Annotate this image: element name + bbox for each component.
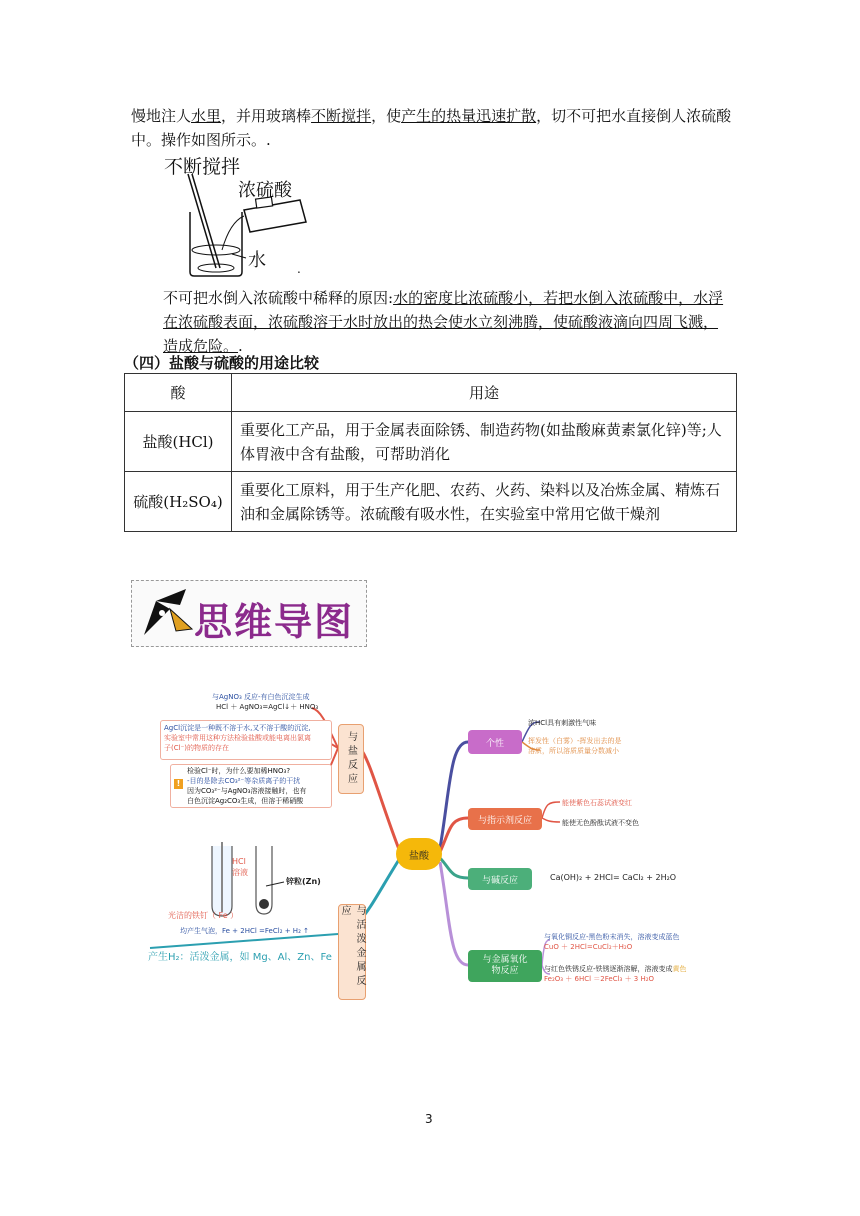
oxide-text-2b: Fe₂O₃ ＋ 6HCl ＝2FeCl₃ ＋ 3 H₂O xyxy=(544,975,655,983)
personality-text-2a: 挥发性（白雾）-挥发出去的是 xyxy=(528,737,622,745)
oxide-text-2a-main: 与红色铁锈反应-铁锈逐渐溶解，溶液变成 xyxy=(544,965,673,973)
reason-line-1 xyxy=(163,286,743,310)
table-header-row xyxy=(125,374,737,412)
tube-solution-label: 溶液 xyxy=(232,868,248,877)
page-number: 3 xyxy=(425,1112,433,1126)
reason-prefix: 不可把水倒入浓硫酸中稀释的原因: xyxy=(163,289,394,307)
agcl-line: 子(Cl⁻)的物质的存在 xyxy=(164,744,229,752)
mindmap xyxy=(130,680,730,1010)
reason-tail: . xyxy=(238,337,243,355)
oxide-text-1a: 与氧化铜反应-黑色粉末消失，溶液变成蓝色 xyxy=(544,933,680,941)
hno3-line: 检验Cl⁻时，为什么要加稀HNO₃? xyxy=(187,767,291,775)
agcl-line: AgCl沉淀是一种既不溶于水,又不溶于酸的沉淀, xyxy=(164,724,311,732)
reason-underline-1: 水的密度比浓硫酸小，若把水倒入浓硫酸中，水浮 xyxy=(393,289,724,307)
hno3-line: 因为CO₃²⁻与AgNO₃溶液接触时，也有 xyxy=(187,787,307,795)
tube-zinc-label: 锌粒(Zn) xyxy=(286,877,321,886)
header-use: 用途 xyxy=(232,374,737,412)
reason-underline-2: 在浓硫酸表面，浓硫酸溶于水时放出的热会使水立刻沸腾，使硫酸液滴向四周飞溅， xyxy=(163,313,719,331)
pen-bird-icon xyxy=(136,583,196,643)
oxide-node xyxy=(468,950,542,982)
indicator-text-2: 能使无色酚酞试液不变色 xyxy=(562,819,639,827)
intro-line-1 xyxy=(131,104,741,128)
label-stir: 不断搅拌 xyxy=(164,156,241,178)
intro-line-2: 中。操作如图所示。. xyxy=(131,131,271,149)
agcl-note xyxy=(160,720,332,760)
warning-icon: ! xyxy=(174,779,183,789)
oxide-text-2a xyxy=(544,964,687,974)
salt-reaction-node: 与盐反应 xyxy=(338,724,364,794)
use-cell: 重要化工产品，用于金属表面除锈、制造药物(如盐酸麻黄素氯化锌)等;人体胃液中含有盐酸，可帮助消化 xyxy=(232,412,737,472)
table-row xyxy=(125,472,737,532)
oxide-node-label: 与金属氧化物反应 xyxy=(482,955,528,976)
use-comparison-table xyxy=(124,373,737,532)
tube-nail-label: 光洁的铁钉（ Fe ） xyxy=(168,911,239,920)
dilution-figure xyxy=(160,150,320,280)
intro-text: ，并用玻璃棒 xyxy=(221,107,312,125)
intro-underline-stir: 不断搅拌 xyxy=(311,107,372,125)
intro-text: ，使 xyxy=(371,107,402,125)
hno3-line: 白色沉淀Ag₂CO₃生成，但溶于稀硝酸 xyxy=(187,797,304,805)
indicator-node: 与指示剂反应 xyxy=(468,808,542,830)
intro-underline-water: 水里 xyxy=(191,107,222,125)
salt-text-1: 与AgNO₃ 反应-有白色沉淀生成 xyxy=(212,693,310,701)
table-row xyxy=(125,412,737,472)
oxide-text-1b: CuO ＋ 2HCl=CuCl₂＋H₂O xyxy=(544,943,633,951)
base-equation: Ca(OH)₂ + 2HCl= CaCl₂ + 2H₂O xyxy=(550,873,677,882)
tube-hcl-label: HCl xyxy=(232,857,246,866)
reason-underline-3: 造成危险。 xyxy=(163,337,239,355)
base-node: 与碱反应 xyxy=(468,868,532,890)
hno3-line: -目的是除去CO₃²⁻等杂质离子的干扰 xyxy=(187,777,301,785)
hno3-note xyxy=(170,764,332,808)
center-node: 盐酸 xyxy=(396,838,442,870)
indicator-text-1: 能使紫色石蕊试液变红 xyxy=(562,799,632,807)
section-title: （四）盐酸与硫酸的用途比较 xyxy=(124,354,320,372)
acid-cell: 盐酸(HCl) xyxy=(125,412,232,472)
label-water: 水 xyxy=(248,250,266,271)
label-acid: 浓硫酸 xyxy=(238,180,292,201)
acid-cell: 硫酸(H₂SO₄) xyxy=(125,472,232,532)
intro-text: ，切不可把水直接倒人浓硫酸 xyxy=(536,107,732,125)
header-acid: 酸 xyxy=(125,374,232,412)
mindmap-banner xyxy=(131,580,367,647)
figure-dot: . xyxy=(297,262,301,276)
reason-line-2 xyxy=(163,310,718,334)
agcl-line: 实验室中常用这种方法检验盐酸或能电离出氯离 xyxy=(164,734,311,742)
intro-text: 慢地注人 xyxy=(131,107,192,125)
personality-node: 个性 xyxy=(468,730,522,754)
salt-text-2: HCl ＋ AgNO₃=AgCl↓＋ HNO₃ xyxy=(216,703,319,711)
metal-h2-text: 产生H₂：活泼金属，如 Mg、Al、Zn、Fe xyxy=(148,952,332,963)
oxide-text-2a-color: 黄色 xyxy=(672,965,687,973)
personality-text-1: 浓HCl具有刺激性气味 xyxy=(528,719,597,727)
intro-underline-heat: 产生的热量迅速扩散 xyxy=(401,107,537,125)
personality-text-2b: 溶质，所以溶质质量分数减小 xyxy=(528,747,619,755)
metal-equation: 均产生气泡，Fe + 2HCl =FeCl₂ + H₂ ↑ xyxy=(180,927,309,935)
banner-title: 思维导图 xyxy=(194,600,355,644)
use-cell: 重要化工原料，用于生产化肥、农药、火药、染料以及冶炼金属、精炼石油和金属除锈等。浓硫酸有吸水性，在实验室中常用它做干燥剂 xyxy=(232,472,737,532)
metal-reaction-node: 与活泼金属反应 xyxy=(338,904,366,1000)
